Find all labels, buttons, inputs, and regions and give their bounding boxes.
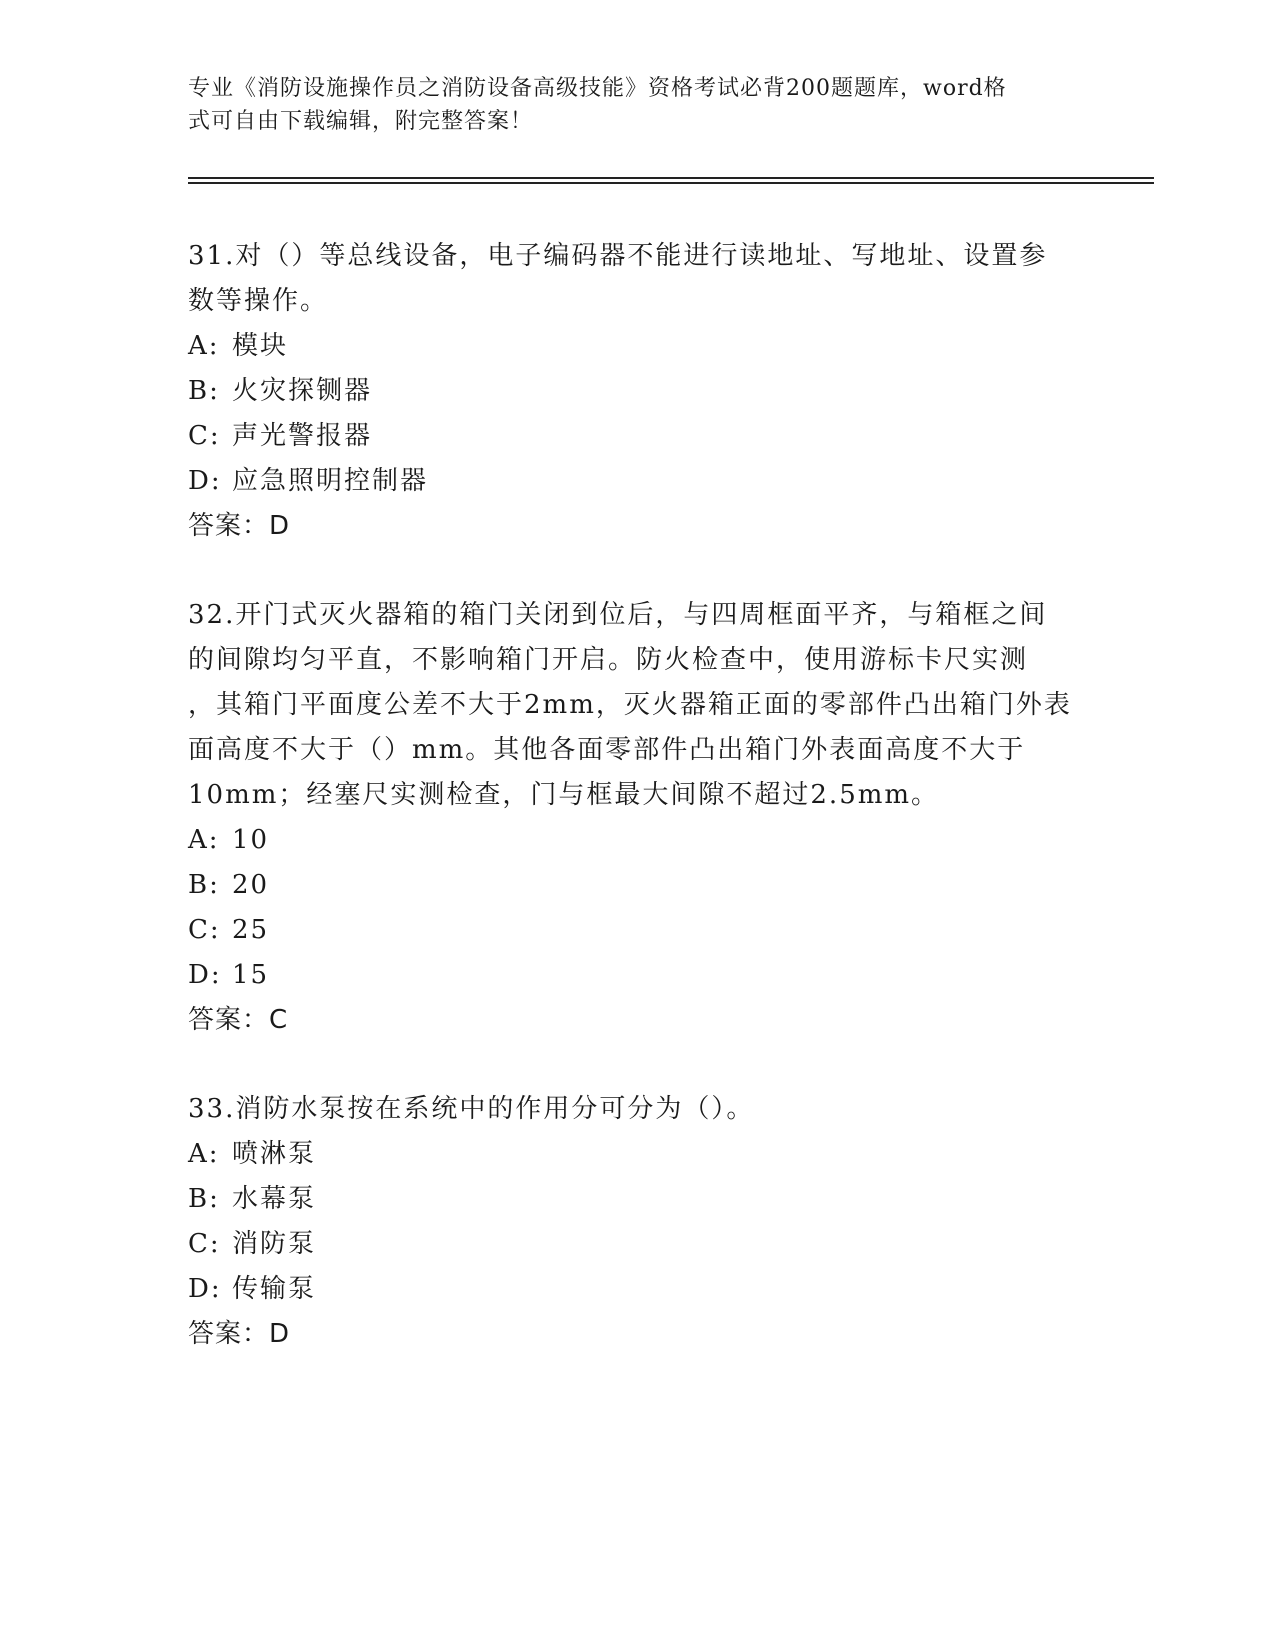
answer-line: 答案：D — [188, 511, 291, 541]
option-key: D: — [188, 960, 222, 990]
option-b — [188, 369, 1088, 414]
document-header — [188, 72, 1068, 138]
option-c — [188, 414, 1088, 459]
option-a — [188, 818, 1088, 863]
question-32 — [188, 593, 1088, 1043]
option-text: 应急照明控制器 — [232, 466, 429, 496]
option-text: 10 — [232, 825, 270, 855]
header-divider-bottom — [188, 182, 1154, 184]
option-text: 火灾探铡器 — [232, 376, 373, 406]
option-text: 消防泵 — [232, 1229, 317, 1259]
header-divider-top — [188, 177, 1154, 179]
option-c — [188, 1222, 1088, 1267]
option-key: D: — [188, 1274, 222, 1304]
answer-line: 答案：C — [188, 1005, 289, 1035]
option-text: 喷淋泵 — [232, 1139, 317, 1169]
option-text: 25 — [232, 915, 270, 945]
option-key: A: — [188, 331, 220, 361]
option-text: 水幕泵 — [232, 1184, 317, 1214]
option-key: A: — [188, 1139, 220, 1169]
question-text-line: 31.对（）等总线设备，电子编码器不能进行读地址、写地址、设置参 — [188, 241, 1048, 271]
question-text-line: ，其箱门平面度公差不大于2mm，灭火器箱正面的零部件凸出箱门外表 — [188, 690, 1072, 720]
option-key: B: — [188, 870, 220, 900]
option-d — [188, 1267, 1088, 1312]
option-text: 20 — [232, 870, 270, 900]
question-31 — [188, 234, 1088, 549]
option-key: D: — [188, 466, 222, 496]
header-line-1: 专业《消防设施操作员之消防设备高级技能》资格考试必背200题题库，word格 — [188, 76, 1007, 101]
question-list — [188, 234, 1088, 1401]
question-text-line: 的间隙均匀平直，不影响箱门开启。防火检查中，使用游标卡尺实测 — [188, 645, 1029, 675]
option-key: A: — [188, 825, 220, 855]
option-a — [188, 324, 1088, 369]
option-text: 模块 — [232, 331, 289, 361]
option-a — [188, 1132, 1088, 1177]
option-key: C: — [188, 1229, 221, 1259]
option-c — [188, 908, 1088, 953]
answer-line: 答案：D — [188, 1319, 291, 1349]
header-line-2: 式可自由下载编辑，附完整答案！ — [188, 109, 534, 134]
question-text-line: 33.消防水泵按在系统中的作用分可分为（）。 — [188, 1094, 755, 1124]
option-text: 15 — [232, 960, 270, 990]
option-key: B: — [188, 1184, 220, 1214]
option-key: B: — [188, 376, 220, 406]
question-text-line: 数等操作。 — [188, 286, 329, 316]
option-b — [188, 1177, 1088, 1222]
option-b — [188, 863, 1088, 908]
question-text-line: 面高度不大于（）mm。其他各面零部件凸出箱门外表面高度不大于 — [188, 735, 1026, 765]
question-text-line: 10mm；经塞尺实测检查，门与框最大间隙不超过2.5mm。 — [188, 780, 940, 810]
question-33 — [188, 1087, 1088, 1357]
option-d — [188, 953, 1088, 998]
option-d — [188, 459, 1088, 504]
option-text: 传输泵 — [232, 1274, 317, 1304]
option-text: 声光警报器 — [232, 421, 373, 451]
option-key: C: — [188, 421, 221, 451]
question-text-line: 32.开门式灭火器箱的箱门关闭到位后，与四周框面平齐，与箱框之间 — [188, 600, 1048, 630]
option-key: C: — [188, 915, 221, 945]
